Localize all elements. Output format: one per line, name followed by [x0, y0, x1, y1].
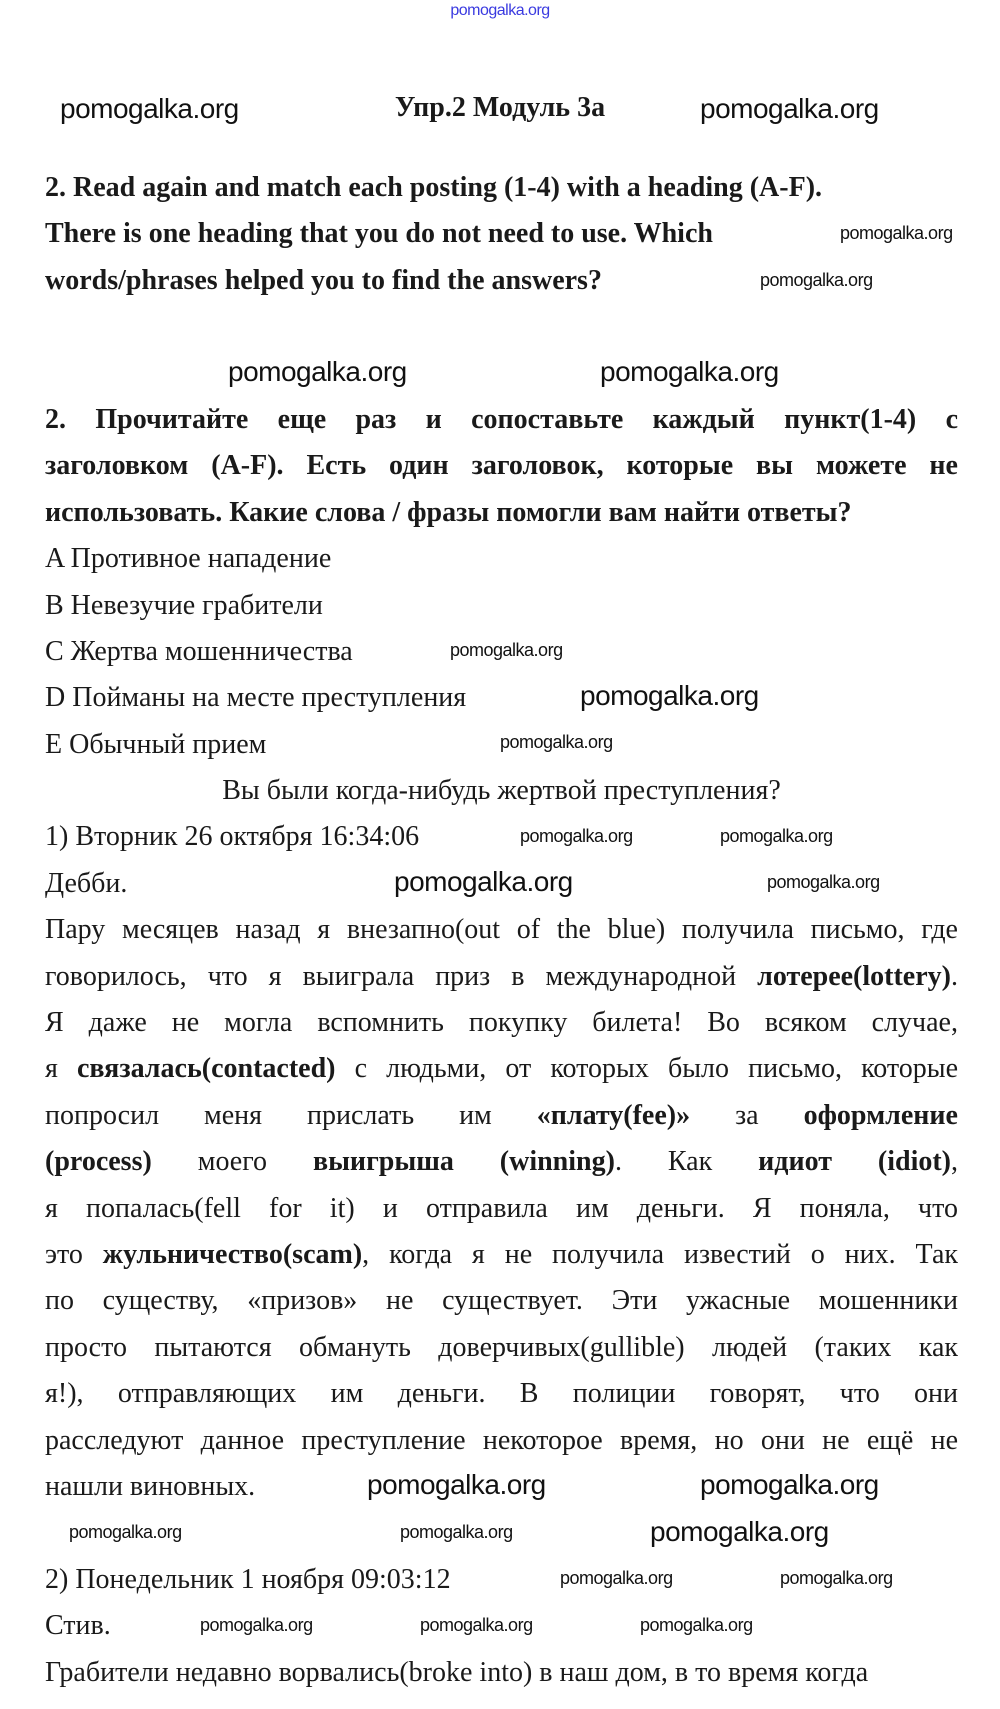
- watermark: pomogalka.org: [60, 93, 239, 125]
- post-text-line: [45, 1186, 958, 1232]
- post-text-line: [45, 1650, 958, 1696]
- post-header-text: 2) Понедельник 1 ноября 09:03:12: [45, 1563, 451, 1595]
- post-author-text: Стив.: [45, 1610, 111, 1642]
- post-author-text: Дебби.: [45, 867, 128, 899]
- task-en-line-text: There is one heading that you do not need to use. Which: [45, 218, 713, 250]
- heading-option: [45, 583, 958, 629]
- heading-option-text: B Невезучие грабители: [45, 589, 323, 621]
- post-text-line: [45, 1325, 958, 1371]
- post-text-line: [45, 1000, 958, 1046]
- task-ru-line: [45, 490, 958, 536]
- watermark: pomogalka.org: [367, 1469, 546, 1501]
- post-text-line-text: [45, 1232, 958, 1278]
- post-text-line-text: [45, 1278, 958, 1324]
- text-segment: расследуют данное преступление некоторое время, но они не ещё не: [45, 1424, 958, 1456]
- text-segment: , когда я не получила известий о них. Так: [362, 1238, 958, 1270]
- watermark: pomogalka.org: [767, 872, 880, 893]
- watermark: pomogalka.org: [700, 1469, 879, 1501]
- task-ru-line: [45, 397, 958, 443]
- watermark: pomogalka.org: [760, 270, 873, 291]
- text-segment: с людьми, от которых было письмо, которые: [335, 1053, 958, 1085]
- heading-option: [45, 536, 958, 582]
- watermark: pomogalka.org: [520, 826, 633, 847]
- post-text-line: [45, 1278, 958, 1324]
- text-segment: попросил меня прислать им: [45, 1099, 537, 1131]
- post-text-line: [45, 1232, 958, 1278]
- text-segment: говорилось, что я выиграла приз в международной: [45, 960, 758, 992]
- watermark: pomogalka.org: [840, 223, 953, 244]
- watermark: pomogalka.org: [394, 866, 573, 898]
- watermark: pomogalka.org: [780, 1568, 893, 1589]
- task-en-line: [45, 165, 958, 211]
- text-segment: просто пытаются обмануть доверчивых(gullible) людей (таких как: [45, 1331, 958, 1363]
- post-text-line: [45, 1139, 958, 1185]
- bold-term: оформление: [803, 1099, 958, 1131]
- page-title: Упр.2 Модуль 3а: [394, 92, 606, 123]
- post-text-line: [45, 907, 958, 953]
- text-segment: Пару месяцев назад я внезапно(out of the blue) получила письмо, где: [45, 914, 958, 946]
- post-text-line-text: [45, 1371, 958, 1417]
- post-text-line: [45, 1418, 958, 1464]
- bold-term: идиот (idiot): [758, 1146, 952, 1178]
- bold-term: жульничество(scam): [102, 1238, 363, 1270]
- text-segment: это: [45, 1238, 103, 1270]
- text-segment: . Как: [614, 1146, 759, 1178]
- text-segment: ,: [951, 1146, 959, 1178]
- watermark: pomogalka.org: [400, 1522, 513, 1543]
- task-en-line-text: words/phrases helped you to find the answers?: [45, 264, 602, 296]
- post-text-line-text: [45, 1464, 255, 1510]
- text-segment: .: [951, 960, 958, 992]
- text-segment: я: [45, 1053, 77, 1085]
- post-text-line: [45, 1046, 958, 1092]
- question: [45, 768, 958, 814]
- post-text-line: [45, 1371, 958, 1417]
- text-segment: Грабители недавно ворвались(broke into) в наш дом, в то время когда: [45, 1656, 869, 1688]
- watermark: pomogalka.org: [700, 93, 879, 125]
- watermark: pomogalka.org: [500, 732, 613, 753]
- post-header-text: 1) Вторник 26 октября 16:34:06: [45, 821, 420, 853]
- text-segment: я!), отправляющих им деньги. В полиции говорят, что они: [45, 1378, 958, 1410]
- post-text-line-text: [45, 1000, 958, 1046]
- heading-option-text: A Противное нападение: [45, 543, 332, 575]
- watermark: pomogalka.org: [720, 826, 833, 847]
- post-text-line-text: [45, 1046, 958, 1092]
- bold-term: «плату(fee)»: [536, 1099, 691, 1131]
- watermark: pomogalka.org: [650, 1516, 829, 1548]
- watermark: pomogalka.org: [200, 1615, 313, 1636]
- task-ru-line-text: заголовком (A-F). Есть один заголовок, которые вы можете не: [45, 450, 958, 482]
- post-text-line-text: [45, 1325, 958, 1371]
- task-en-line: [45, 211, 958, 257]
- post-text-line-text: [45, 1418, 958, 1464]
- post-text-line-text: [45, 907, 958, 953]
- heading-option: [45, 675, 958, 721]
- task-ru-line-text: 2. Прочитайте еще раз и сопоставьте каждый пункт(1-4) с: [45, 403, 958, 435]
- task-ru-line-text: использовать. Какие слова / фразы помогли вам найти ответы?: [45, 496, 852, 528]
- bold-term: выигрыша (winning): [312, 1146, 615, 1178]
- heading-option-text: D Пойманы на месте преступления: [45, 682, 467, 714]
- post-text-line-text: [45, 1186, 958, 1232]
- watermark: pomogalka.org: [69, 1522, 182, 1543]
- watermark: pomogalka.org: [450, 2, 550, 20]
- watermark: pomogalka.org: [228, 356, 407, 388]
- watermark: pomogalka.org: [450, 640, 563, 661]
- text-segment: нашли виновных.: [45, 1470, 256, 1502]
- document-body: [45, 165, 958, 1696]
- task-en-line-text: 2. Read again and match each posting (1-4) with a heading (A-F).: [45, 172, 823, 203]
- post-text-line-text: [45, 1650, 868, 1696]
- bold-term: связалась(contacted): [76, 1053, 336, 1085]
- spacer: [45, 304, 958, 350]
- heading-option-text: C Жертва мошенничества: [45, 635, 353, 667]
- watermark: pomogalka.org: [640, 1615, 753, 1636]
- post-text-line: [45, 954, 958, 1000]
- post-text-line-text: [45, 1093, 958, 1139]
- spacer: [45, 351, 958, 397]
- text-segment: Я даже не могла вспомнить покупку билета! Во всяком случае,: [45, 1007, 958, 1039]
- text-segment: по существу, «призов» не существует. Эти ужасные мошенники: [45, 1285, 958, 1317]
- text-segment: моего: [151, 1146, 313, 1178]
- post-text-line-text: [45, 954, 958, 1000]
- heading-option-text: E Обычный прием: [45, 728, 267, 760]
- post-text-line-text: [45, 1139, 958, 1185]
- bold-term: (process): [45, 1146, 152, 1178]
- text-segment: я попалась(fell for it) и отправила им деньги. Я поняла, что: [45, 1192, 958, 1224]
- watermark: pomogalka.org: [600, 356, 779, 388]
- question-text: Вы были когда-нибудь жертвой преступления?: [222, 775, 781, 807]
- watermark: pomogalka.org: [580, 680, 759, 712]
- text-segment: за: [690, 1099, 804, 1131]
- task-ru-line: [45, 443, 958, 489]
- watermark: pomogalka.org: [560, 1568, 673, 1589]
- watermark: pomogalka.org: [420, 1615, 533, 1636]
- bold-term: лотерее(lottery): [757, 960, 951, 992]
- post-text-line: [45, 1093, 958, 1139]
